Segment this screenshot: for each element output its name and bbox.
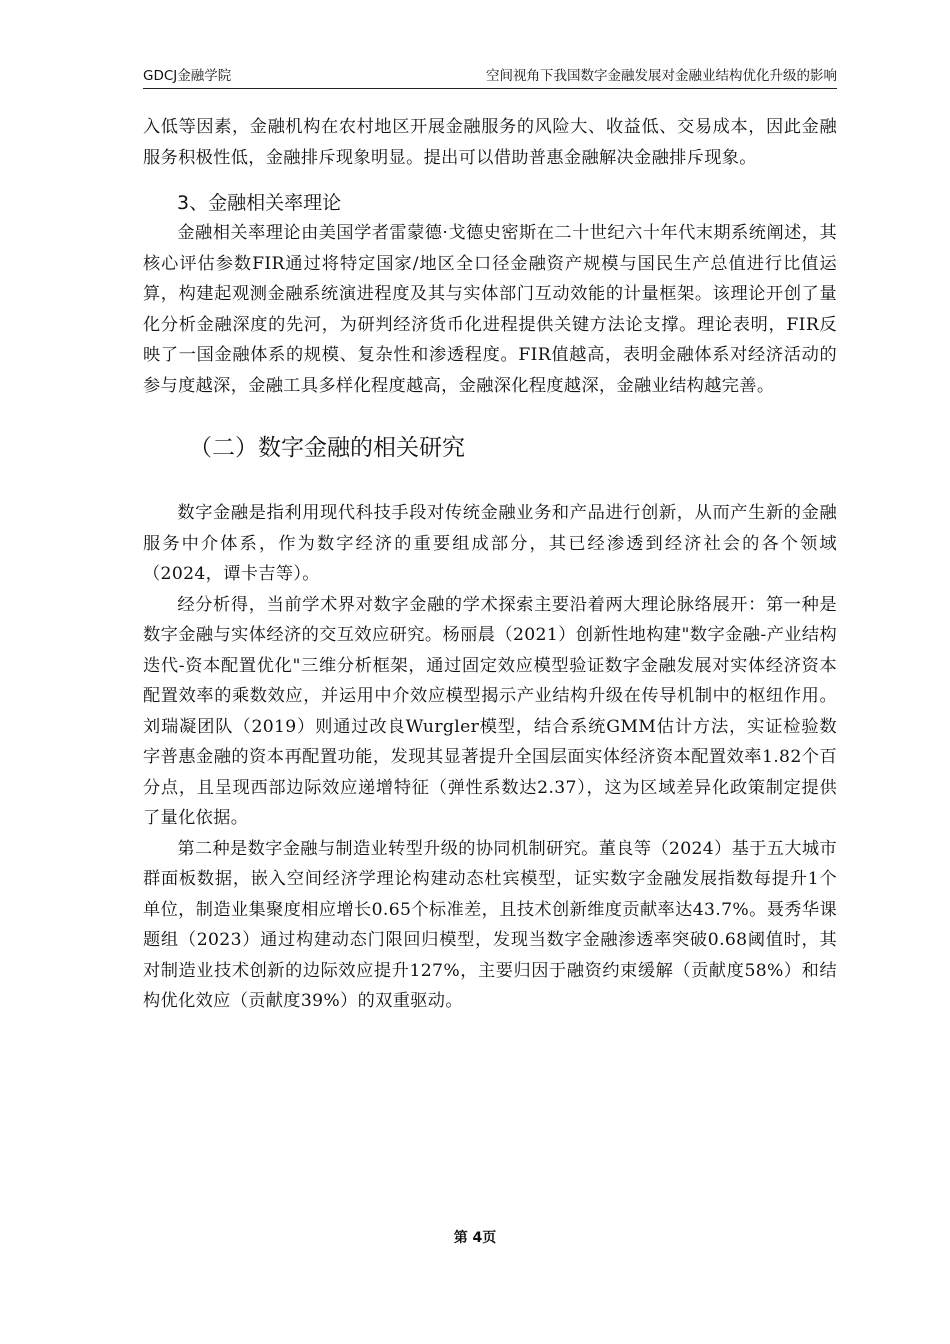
paragraph-research-strand-one: 经分析得，当前学术界对数字金融的学术探索主要沿着两大理论脉络展开：第一种是数字金融与实体经济的交互效应研究。杨丽晨（2021）创新性地构建"数字金融-产业结构迭代-资本配置优化"三维分析框架，通过固定效应模型验证数字金融发展对实体经济资本配置效率的乘数效应，并运用中介效应模型揭示产业结构升级在传导机制中的枢纽作用。刘瑞凝团队（2019）则通过改良Wurgler模型，结合系统GMM估计方法，实证检验数字普惠金融的资本再配置功能，发现其显著提升全国层面实体经济资本配置效率1.82个百分点，且呈现西部边际效应递增特征（弹性系数达2.37），这为区域差异化政策制定提供了量化依据。: [143, 594, 837, 828]
subsection-heading-fir: 3、金融相关率理论: [177, 192, 342, 214]
header-thesis-title: 空间视角下我国数字金融发展对金融业结构优化升级的影响: [486, 68, 837, 84]
paragraph-research-strand-two: 第二种是数字金融与制造业转型升级的协同机制研究。董良等（2024）基于五大城市群面板数据，嵌入空间经济学理论构建动态杜宾模型，证实数字金融发展指数每提升1个单位，制造业集聚度相应增长0.65个标准差，且技术创新维度贡献率达43.7%。聂秀华课题组（2023）通过构建动态门限回归模型，发现当数字金融渗透率突破0.68阈值时，其对制造业技术创新的边际效应提升127%，主要归因于融资约束缓解（贡献度58%）和结构优化效应（贡献度39%）的双重驱动。: [143, 838, 837, 1011]
page-header: [143, 66, 837, 89]
page-number: 第 4页: [453, 1230, 497, 1246]
paragraph-fir-theory: 金融相关率理论由美国学者雷蒙德·戈德史密斯在二十世纪六十年代末期系统阐述，其核心评估参数FIR通过将特定国家/地区全口径金融资产规模与国民生产总值进行比值运算，构建起观测金融系统演进程度及其与实体部门互动效能的计量框架。该理论开创了量化分析金融深度的先河，为研判经济货币化进程提供关键方法论支撑。理论表明，FIR反映了一国金融体系的规模、复杂性和渗透程度。FIR值越高，表明金融体系对经济活动的参与度越深，金融工具多样化程度越高，金融深化程度越深，金融业结构越完善。: [143, 223, 837, 396]
section-heading-digital-finance: （二）数字金融的相关研究: [189, 435, 465, 461]
paragraph-continued: 入低等因素，金融机构在农村地区开展金融服务的风险大、收益低、交易成本，因此金融服务积极性低，金融排斥现象明显。提出可以借助普惠金融解决金融排斥现象。: [143, 117, 837, 168]
header-institution: GDCJ金融学院: [143, 68, 232, 84]
page-content: [143, 112, 837, 1017]
paragraph-digital-finance-definition: 数字金融是指利用现代科技手段对传统金融业务和产品进行创新，从而产生新的金融服务中介体系，作为数字经济的重要组成部分，其已经渗透到经济社会的各个领域（2024，谭卡吉等）。: [143, 503, 837, 584]
